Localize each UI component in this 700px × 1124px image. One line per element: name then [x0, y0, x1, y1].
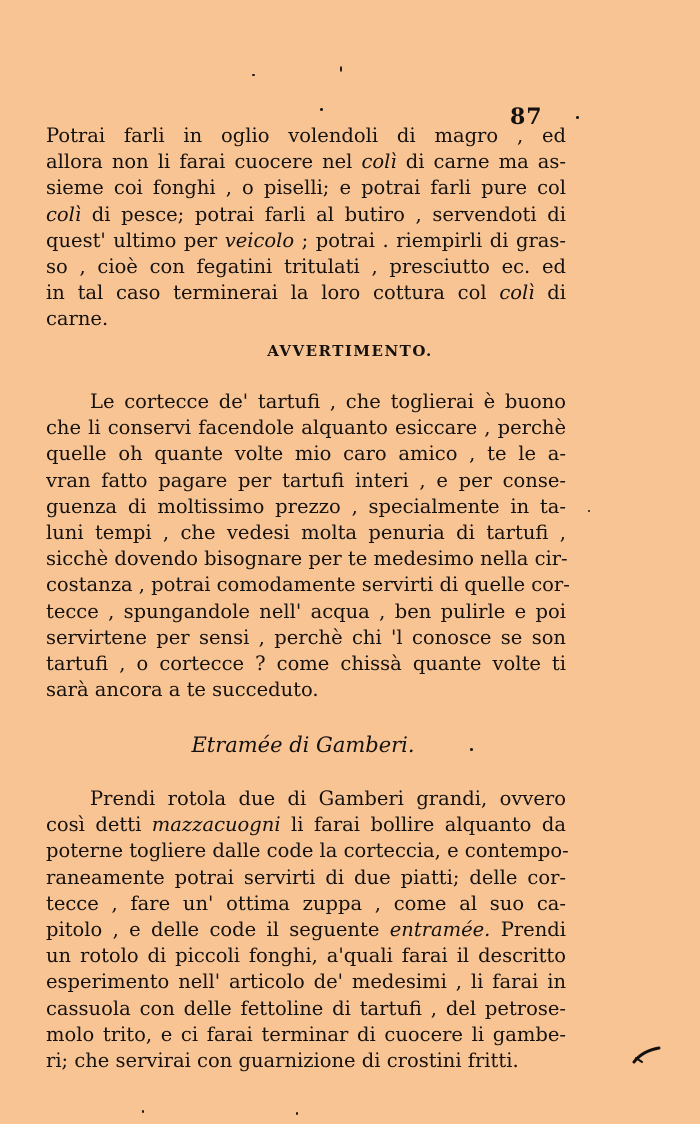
text-run: di: [534, 281, 566, 305]
text-line: [46, 625, 566, 651]
text-run: Prendi: [490, 918, 566, 942]
text-line: [46, 228, 566, 254]
text-line: [46, 123, 566, 149]
scan-speck: [296, 1112, 298, 1115]
text-line: [46, 306, 566, 332]
text-line: [46, 599, 566, 625]
italic-term: entramée.: [389, 918, 491, 942]
text-line: [46, 943, 566, 969]
text-run: in tal caso terminerai la loro cottura col: [46, 281, 500, 305]
text-line: [46, 677, 566, 703]
text-line: [46, 546, 566, 572]
text-run: esperimento nell' articolo de' medesimi , li farai in: [46, 970, 566, 994]
text-run: sarà ancora a te succeduto.: [46, 678, 319, 702]
text-run: raneamente potrai servirti di due piatti; delle cor-: [46, 865, 566, 889]
page-number: 87: [510, 104, 543, 130]
scan-speck: [470, 748, 473, 751]
text-line: [46, 175, 566, 201]
text-run: luni tempi , che vedesi molta penuria di tartufi ,: [46, 521, 566, 545]
text-run: sicchè dovendo bisognare per te medesimo nella cir-: [46, 547, 568, 571]
italic-term: colì: [499, 281, 535, 305]
text-run: carne.: [46, 307, 109, 331]
text-run: tartufi , o cortecce ? come chissà quante volte ti: [46, 652, 566, 676]
text-run: pitolo , e delle code il seguente: [46, 918, 390, 942]
text-line: [46, 917, 566, 943]
text-line: [46, 838, 569, 864]
text-run: poterne togliere dalle code la corteccia, e contempo-: [46, 839, 569, 863]
section-heading-avvertimento: AVVERTIMENTO.: [267, 342, 433, 360]
text-run: Potrai farli in oglio volendoli di magro , ed: [46, 124, 566, 147]
text-run: di carne ma as-: [396, 150, 566, 174]
scan-speck: [142, 1110, 144, 1113]
text-line: [46, 1048, 566, 1074]
scan-speck: [320, 108, 323, 111]
scan-speck: [340, 66, 342, 72]
text-run: ri; che servirai con guarnizione di crostini fritti.: [46, 1049, 519, 1073]
ink-mark-icon: [632, 1044, 662, 1066]
text-line: [46, 651, 566, 677]
text-line: [46, 520, 566, 546]
text-run: quelle oh quante volte mio caro amico , te le a-: [46, 442, 566, 466]
text-run: so , cioè con fegatini tritulati , presciutto ec. ed: [46, 255, 566, 279]
text-run: Prendi rotola due di Gamberi grandi, ovvero: [90, 787, 566, 810]
text-line: [46, 969, 566, 995]
text-run: molo trito, e ci farai terminar di cuocere li gambe-: [46, 1022, 566, 1046]
paragraph-pesce: [46, 123, 566, 333]
text-run: sieme coi fonghi , o piselli; e potrai farli pure col: [46, 176, 566, 200]
text-line: [46, 441, 566, 467]
text-line: [46, 572, 570, 598]
text-run: guenza di moltissimo prezzo , specialmente in ta-: [46, 494, 566, 518]
text-line: [46, 202, 566, 228]
recipe-title: Etramée di Gamberi.: [191, 733, 415, 757]
text-run: ; potrai . riempirli di gras-: [294, 228, 566, 252]
scan-speck: [252, 74, 255, 76]
text-line: [46, 812, 566, 838]
text-line: [46, 280, 566, 306]
text-run: che li conservi facendole alquanto esiccare , perchè: [46, 416, 566, 440]
paragraph-avvertimento: [46, 389, 570, 703]
scan-speck: [588, 510, 590, 512]
italic-term: mazzacuogni: [151, 813, 281, 837]
text-line: [46, 468, 566, 494]
text-line: [46, 389, 566, 415]
text-line: [46, 996, 566, 1022]
text-line: [46, 1022, 566, 1048]
text-run: di pesce; potrai farli al butiro , servendoti di: [81, 202, 566, 226]
text-run: li farai bollire alquanto da: [280, 813, 566, 837]
text-line: [46, 891, 566, 917]
italic-term: colì: [361, 150, 397, 174]
text-run: allora non li farai cuocere nel: [46, 150, 362, 174]
text-run: costanza , potrai comodamente servirti di quelle cor-: [46, 573, 570, 597]
text-run: quest' ultimo per: [46, 228, 225, 252]
text-run: tecce , spungandole nell' acqua , ben pulirle e poi: [46, 599, 566, 623]
paragraph-gamberi: [46, 786, 569, 1074]
text-line: [46, 786, 566, 812]
italic-term: veicolo: [224, 228, 295, 252]
text-line: [46, 494, 566, 520]
italic-term: colì: [46, 202, 82, 226]
text-line: [46, 254, 566, 280]
text-line: [46, 415, 566, 441]
text-run: tecce , fare un' ottima zuppa , come al suo ca-: [46, 891, 566, 915]
text-run: così detti: [46, 813, 152, 837]
text-run: vran fatto pagare per tartufi interi , e per conse-: [46, 468, 566, 492]
scan-speck: [576, 116, 579, 119]
text-run: Le cortecce de' tartufi , che toglierai è buono: [90, 390, 566, 413]
text-line: [46, 149, 566, 175]
text-line: [46, 865, 566, 891]
text-run: cassuola con delle fettoline di tartufi , del petrose-: [46, 996, 566, 1020]
text-run: un rotolo di piccoli fonghi, a'quali farai il descritto: [46, 944, 566, 968]
text-run: servirtene per sensi , perchè chi 'l conosce se son: [46, 625, 566, 649]
